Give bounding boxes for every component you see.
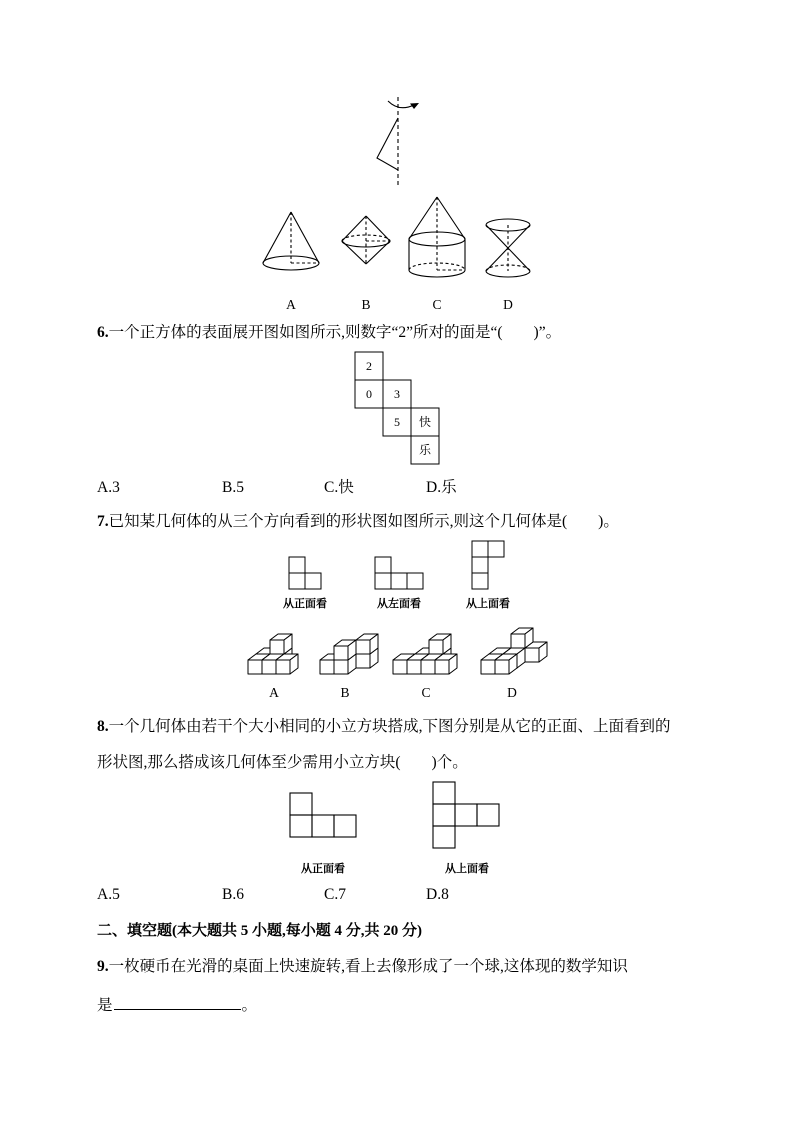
cube-front-face (356, 654, 370, 668)
cube-front-face (435, 660, 449, 674)
q6-text: 一个正方体的表面展开图如图所示,则数字“2”所对的面是“( )”。 (108, 324, 562, 341)
cube (511, 628, 533, 648)
q6-option-c: C.快 (324, 479, 354, 496)
solid-a-cone (263, 212, 319, 270)
q7-choice-label-c: C (421, 685, 431, 700)
q9-text-prefix: 是 (97, 997, 113, 1014)
net-cell-text: 快 (418, 415, 432, 429)
cube (435, 654, 457, 674)
q7-number: 7. (97, 513, 109, 530)
cube (334, 640, 356, 660)
q9-text-line1: 一枚硬币在光滑的桌面上快速旋转,看上去像形成了一个球,这体现的数学知识 (108, 958, 628, 975)
q8-option-c: C.7 (324, 886, 346, 903)
q8-question-line2 (97, 754, 468, 772)
solid-label-b: B (361, 297, 371, 312)
section-heading-fill-in: 二、填空题(本大题共 5 小题,每小题 4 分,共 20 分) (97, 923, 422, 939)
q7-choice-c-structure (393, 634, 457, 674)
rotation-arrow (388, 101, 414, 108)
q7-choice-label-a: A (269, 685, 279, 700)
cube-front-face (334, 660, 348, 674)
cube (495, 654, 517, 674)
cube-front-face (511, 634, 525, 648)
cube-front-face (262, 660, 276, 674)
q6-number: 6. (97, 324, 109, 341)
cube (270, 634, 292, 654)
q8-option-a: A.5 (97, 886, 120, 903)
cube-front-face (421, 660, 435, 674)
cube-front-face (393, 660, 407, 674)
solid-d-hourglass (486, 219, 530, 277)
q7-top-view (472, 541, 504, 589)
rotation-figure (377, 97, 419, 188)
cube-front-face (270, 640, 284, 654)
q8-top-view (433, 782, 499, 848)
q7-left-view (375, 557, 423, 589)
q8-top-view-label: 从上面看 (445, 863, 489, 875)
q8-question-line1 (97, 718, 671, 736)
q9-answer-blank[interactable] (114, 994, 241, 1010)
q6-option-a: A.3 (97, 479, 120, 496)
cube-front-face (495, 660, 509, 674)
cube-front-face (407, 660, 421, 674)
net-cell-text: 3 (394, 387, 400, 401)
q7-choice-a-structure (248, 634, 298, 674)
cube-front-face (276, 660, 290, 674)
q6-question (97, 324, 561, 342)
cube-net (355, 352, 439, 464)
solid-label-d: D (503, 297, 513, 312)
q6-option-d: D.乐 (426, 479, 457, 496)
cube-front-face (481, 660, 495, 674)
q8-option-d: D.8 (426, 886, 449, 903)
q7-question (97, 513, 619, 531)
q7-front-view-label: 从正面看 (283, 598, 327, 610)
cube-front-face (429, 640, 443, 654)
q8-text-line1: 一个几何体由若干个大小相同的小立方块搭成,下图分别是从它的正面、上面看到的 (108, 718, 671, 735)
q8-front-view-label: 从正面看 (301, 863, 345, 875)
solid-c-cone-cylinder (409, 197, 465, 277)
q7-choice-label-b: B (340, 685, 350, 700)
q8-front-view (290, 793, 356, 837)
cube-front-face (248, 660, 262, 674)
q7-front-view (289, 557, 321, 589)
q7-choice-b-structure (320, 634, 378, 674)
net-cell-text: 0 (366, 387, 372, 401)
q9-text-suffix: 。 (241, 997, 258, 1014)
q8-text-line2: 形状图,那么搭成该几何体至少需用小立方块( )个。 (97, 754, 468, 771)
cube (276, 654, 298, 674)
cube (429, 634, 451, 654)
q9-number: 9. (97, 958, 109, 975)
q7-choice-d-structure (481, 628, 547, 674)
q8-number: 8. (97, 718, 109, 735)
solid-label-c: C (432, 297, 442, 312)
net-cell-text: 2 (366, 359, 372, 373)
cube-front-face (320, 660, 334, 674)
q7-left-view-label: 从左面看 (377, 598, 421, 610)
solid-b-double-cone (342, 216, 390, 264)
q9-question-line1 (97, 958, 628, 976)
q7-choice-label-d: D (507, 685, 517, 700)
solid-label-a: A (286, 297, 296, 312)
cube-front-face (356, 640, 370, 654)
q7-text: 已知某几何体的从三个方向看到的形状图如图所示,则这个几何体是( )。 (108, 513, 619, 530)
cube-front-face (525, 648, 539, 662)
q6-option-b: B.5 (222, 479, 244, 496)
q9-question-line2 (97, 994, 257, 1015)
net-cell-text: 乐 (418, 443, 432, 457)
cube (356, 634, 378, 654)
net-cell-text: 5 (394, 415, 400, 429)
q7-top-view-label: 从上面看 (466, 598, 510, 610)
rotated-triangle (377, 118, 398, 170)
q8-option-b: B.6 (222, 886, 244, 903)
cube-front-face (334, 646, 348, 660)
